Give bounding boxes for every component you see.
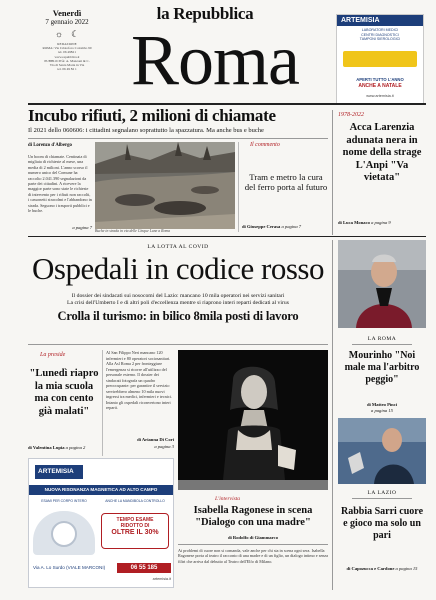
commento-title[interactable]: Tram e metro la cura del ferro porta al futuro xyxy=(244,172,328,192)
date-icons xyxy=(30,29,104,40)
interview-title[interactable]: Isabella Ragonese in scena "Dialogo con una madre" xyxy=(193,505,313,528)
lead-caption: Buche in strada in via delle Cinque Lune a Roma xyxy=(95,229,170,233)
preside-quote[interactable]: "Lunedì riapro la mia scuola ma con cento già malati" xyxy=(29,368,99,417)
preside-kicker: La preside xyxy=(40,352,66,358)
bottom-ad-phone[interactable]: 06 55 185 xyxy=(117,563,171,573)
mourinho-photo[interactable] xyxy=(338,240,426,328)
sarri-photo[interactable] xyxy=(338,418,426,484)
lead-photo[interactable] xyxy=(95,142,235,229)
covid-section: LA LOTTA AL COVID xyxy=(147,244,209,250)
interview-photo[interactable] xyxy=(178,350,328,490)
preside-byline-row: di Valentina Lupia a pagina 2 xyxy=(28,445,86,450)
mid-jump[interactable]: a pagina 3 xyxy=(154,444,174,449)
top-ad-cta: ANCHE A NATALE xyxy=(358,83,402,89)
coach-photo xyxy=(338,240,426,328)
interview-byline: di Rodolfo di Giammarco xyxy=(227,535,279,540)
top-ad[interactable]: ARTEMISIA LABORATORI MEDICI CENTRI DIAGNOSTICI TAMPONI SIEROLOGICI APERTI TUTTO L'ANNO ANCHE A NATALE www.artemisia.it xyxy=(336,14,424,104)
weekday: Venerdì xyxy=(52,8,82,18)
interview-body: Ai problemi di cuore non si comanda, vale anche per chi sta in scena ogni sera. Isabella Ragonese porta al teatro il racconto di una madre e di un figlio, un dialogo intimo e senza filtri che arriva dal debutto al Teatro dell'Elfo di Milano. xyxy=(178,548,328,564)
bottom-ad-headline: NUOVA RISONANZA MAGNETICA AD ALTO CAMPO xyxy=(29,485,173,495)
lazio-byline-row: di Capozucca e Cardone a pagina 15 xyxy=(346,566,418,571)
roma-jump[interactable]: a pagina 15 xyxy=(371,408,393,413)
covid-sub1: Il dossier dei sindacati sui nosocomi del Lazio: mancano 10 mila operatori nei servizi sanitari xyxy=(71,293,285,299)
lead-headline[interactable]: Incubo rifiuti, 2 milioni di chiamate xyxy=(28,106,276,125)
bottom-ad-promo: TEMPO ESAME RIDOTTO DI OLTRE IL 30% xyxy=(101,513,169,549)
masthead-rule xyxy=(28,103,426,105)
mid-byline: di Arianna Di Cori xyxy=(137,437,174,442)
masthead-info: REDAZIONE ROMA: Via Cristoforo Colombo 90 tel. 06 49821 www.repubblica.it PUBBLICITÀ: A. Manzoni & C. Via di Santa Maria in Via tel. 06 49 82 1 xyxy=(42,42,92,72)
bottom-ad-url[interactable]: artemisia.it xyxy=(152,577,171,581)
sun-icon: ☼ xyxy=(54,29,64,39)
bottom-ad-address: Via A. Lo Surdo (VIALE MARCONI) xyxy=(33,565,106,570)
sidebar-byline-row: di Luca Monaco a pagina 9 xyxy=(338,220,391,225)
top-ad-open: APERTI TUTTO L'ANNO xyxy=(356,77,404,82)
mri-machine-icon xyxy=(33,511,95,555)
commento-byline-row: di Giuseppe Cerasa a pagina 7 xyxy=(242,224,302,229)
date-box xyxy=(30,8,104,71)
lead-subhead: Il 2021 dello 060606: i cittadini segnalano soprattutto la spazzatura. Ma anche bus e buche xyxy=(28,127,264,134)
bottom-ad-badge2: ANCHE LA MANDIBOLA CONTROLLO xyxy=(105,499,165,503)
lazio-section: LA LAZIO xyxy=(367,490,397,496)
roma-title[interactable]: Mourinho "Noi male ma l'arbitro peggio" xyxy=(344,350,420,385)
bottom-ad-brand: ARTEMISIA xyxy=(35,465,83,479)
street-photo xyxy=(95,142,235,229)
lead-jump[interactable]: a pagina 7 xyxy=(72,225,92,230)
lead-body: Un boom di chiamate. Centinaia di migliaia di richieste al mese, una media di 2 milioni. L'anno scorso il numero unico del Comune ha raccolto 2.041.390 segnalazioni da parte dei cittadini. A ricevere la maggior parte sono state le richieste di intervento per i rifiuti non raccolti, i cassonetti stracolmi e l'abbandono in strada. Seguono i trasporti pubblici e le buche. xyxy=(28,154,92,214)
roma-byline: di Matteo Pinci xyxy=(366,402,398,407)
covid-headline2[interactable]: Crolla il turismo: in bilico 8mila posti di lavoro xyxy=(57,309,299,323)
commento-kicker: Il commento xyxy=(250,142,280,148)
brand-logo[interactable]: la Repubblica xyxy=(156,4,254,23)
top-ad-brand: ARTEMISIA xyxy=(337,15,423,26)
top-ad-url[interactable]: www.artemisia.it xyxy=(366,94,394,98)
covid-sub2: La crisi dell'Umberto I e di altri poli d'eccellenza mentre si riaprono interi reparti dedicati al virus xyxy=(67,300,289,306)
bottom-ad-badge1: ESAMI PER CORPO INTERO xyxy=(41,499,87,503)
mid-body: Al San Filippo Neri mancano 120 infermieri e 80 operatori sociosanitari. Alla Asl Roma 2 per fronteggiare l'emergenza si ricorre all'utilizzo del personale esterno. Il dossier dei sindacati fotografa un quadro preoccupante: per garantire il servizio servirebbero almeno 10 mila nuovi ingressi tra medici, infermieri e tecnici. Intanto gli ospedali riconvertono interi reparti. xyxy=(106,350,172,410)
moon-icon: ☾ xyxy=(71,29,80,39)
roma-section: LA ROMA xyxy=(367,336,397,342)
bottom-ad[interactable] xyxy=(28,458,174,588)
lazio-coach-photo xyxy=(338,418,426,484)
lazio-title[interactable]: Rabbia Sarri cuore e gioco ma solo un pari xyxy=(340,506,424,542)
sidebar-date: 1978-2022 xyxy=(338,112,364,118)
date: 7 gennaio 2022 xyxy=(45,18,89,26)
covid-headline[interactable]: Ospedali in codice rosso xyxy=(32,251,324,286)
lead-byline: di Lorenzo d'Albergo xyxy=(28,143,72,148)
sidebar-title[interactable]: Acca Larenzia adunata nera in nome della strage L'Anpi "Va vietata" xyxy=(342,122,422,183)
top-ad-graphic xyxy=(343,51,417,67)
actress-photo xyxy=(178,350,328,490)
interview-kicker: L'intervista xyxy=(215,496,241,502)
city-title: Roma xyxy=(131,20,299,100)
